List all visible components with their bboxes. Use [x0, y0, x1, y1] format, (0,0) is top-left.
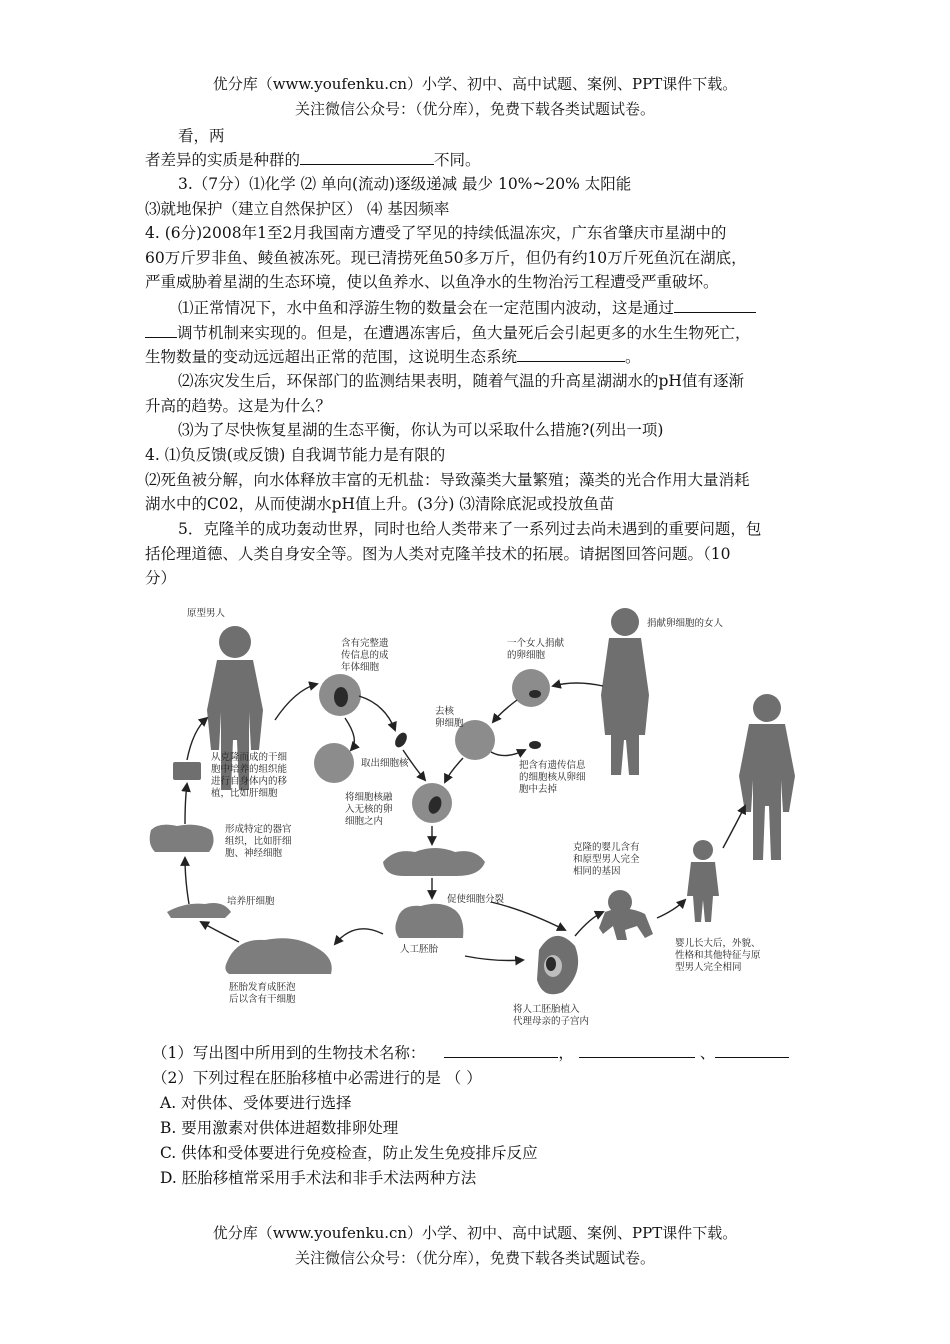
- option-b[interactable]: B. 要用激素对供体进超数排卵处理: [160, 1119, 399, 1137]
- question-4-1-cont: 调节机制来实现的。但是，在遭遇冻害后，鱼大量死后会引起更多的水生生物死亡，: [145, 321, 751, 345]
- question-4-1-end: 生物数量的变动远远超出正常的范围，这说明生态系统 。: [145, 345, 641, 369]
- question-5-2: （2）下列过程在胚胎移植中必需进行的是 （ ）: [152, 1069, 482, 1087]
- cell-nucleus-removed: [314, 743, 354, 783]
- text-line: 看，两: [178, 127, 225, 145]
- answer-blank[interactable]: [517, 345, 625, 362]
- donor-woman-figure: [601, 608, 649, 775]
- removed-nucleus: [529, 741, 541, 749]
- cultured-liver-cells: [167, 903, 231, 918]
- dividing-cells-2: [395, 904, 463, 938]
- question-4-3: ⑶为了尽快恢复星湖的生态平衡，你认为可以采取什么措施?(列出一项): [178, 421, 664, 439]
- header-line-2: 关注微信公众号：（优分库），免费下载各类试题试卷。: [294, 100, 655, 118]
- answer-3-line-1: 3.（7分）⑴化学 ⑵ 单向(流动)逐级递减 最少 10%~20% 太阳能: [178, 175, 632, 193]
- blastocyst: [225, 938, 331, 974]
- answer-blank[interactable]: [300, 148, 434, 165]
- child-figure: [687, 840, 719, 922]
- answer-blank[interactable]: [145, 321, 177, 338]
- question-5-line-1: 5．克隆羊的成功轰动世界，同时也给人类带来了一系列过去尚未遇到的重要问题，包: [178, 520, 762, 538]
- transplant-tissue: [173, 762, 201, 780]
- label-form-organ: 形成特定的器官 组织，比如肝细 胞、神经细胞: [225, 824, 292, 859]
- answer-blank[interactable]: [674, 296, 756, 313]
- label-fuse-nucleus: 将细胞核融 入无核的卵 细胞之内: [345, 792, 393, 827]
- donated-egg: [512, 669, 550, 707]
- answer-4-line-1: 4. ⑴负反馈(或反馈) 自我调节能力是有限的: [145, 446, 446, 464]
- fused-cell: [412, 783, 452, 823]
- footer-line-1: 优分库（www.youfenku.cn）小学、初中、高中试题、案例、PPT课件下载。: [212, 1224, 738, 1242]
- answer-blank[interactable]: [444, 1041, 558, 1058]
- question-4-1: ⑴正常情况下，水中鱼和浮游生物的数量会在一定范围内波动，这是通过: [178, 296, 756, 320]
- label-take-nucleus: 取出细胞核: [361, 758, 409, 769]
- label-artificial-embryo: 人工胚胎: [400, 944, 439, 955]
- label-baby-genes: 克隆的婴儿含有 和原型男人完全 相同的基因: [573, 842, 640, 877]
- question-4-line-1: 4. (6分)2008年1至2月我国南方遭受了罕见的持续低温冻灾，广东省肇庆市星湖中的: [145, 224, 727, 242]
- dividing-cells-1: [383, 848, 485, 876]
- header-line-1: 优分库（www.youfenku.cn）小学、初中、高中试题、案例、PPT课件下载。: [212, 75, 738, 93]
- label-remove-nucleus: 把含有遗传信息 的细胞核从卵细 胞中去掉: [519, 760, 586, 795]
- grown-man-figure: [739, 694, 795, 860]
- label-enucleated-egg: 去核 卵细胞: [435, 706, 464, 729]
- label-implant-embryo: 将人工胚胎植入 代理母亲的子宫内: [513, 1004, 590, 1027]
- question-5-line-3: 分）: [145, 569, 177, 587]
- crawling-baby: [599, 890, 653, 940]
- label-stem-cell-tissue: 从克隆而成的干细 胞中培养的组织能 进行自身体内的移 植，比如肝细胞: [211, 752, 288, 799]
- nucleus: [393, 731, 410, 750]
- label-prototype-man: 原型男人: [187, 608, 226, 619]
- answer-4-line-2: ⑵死鱼被分解，向水体释放丰富的无机盐：导致藻类大量繁殖；藻类的光合作用大量消耗: [145, 471, 750, 489]
- text-line: 者差异的实质是种群的 不同。: [145, 148, 481, 172]
- organ-tissue: [150, 825, 214, 852]
- label-promote-division: 促使细胞分裂: [447, 894, 505, 905]
- footer-line-2: 关注微信公众号：（优分库），免费下载各类试题试卷。: [294, 1249, 655, 1267]
- label-blastocyst: 胚胎发育成胚泡 后以含有干细胞: [229, 982, 296, 1005]
- adult-cell: [319, 674, 361, 716]
- question-4-2-cont: 升高的趋势。这是为什么？: [145, 397, 332, 415]
- answer-4-line-3: 湖水中的C02，从而使湖水pH值上升。(3分) ⑶清除底泥或投放鱼苗: [145, 495, 615, 513]
- cloning-diagram: [145, 600, 810, 1030]
- question-5-1: （1）写出图中所用到的生物技术名称： ， 、: [152, 1041, 789, 1065]
- label-grown-up: 婴儿长大后，外貌、 性格和其他特征与原 型男人完全相同: [675, 938, 761, 973]
- label-donor-woman: 捐献卵细胞的女人: [647, 618, 724, 629]
- option-c[interactable]: C. 供体和受体要进行免疫检查，防止发生免疫排斥反应: [160, 1144, 538, 1162]
- label-woman-egg: 一个女人捐献 的卵细胞: [507, 638, 565, 661]
- uterus-embryo: [537, 936, 578, 994]
- option-d[interactable]: D. 胚胎移植常采用手术法和非手术法两种方法: [160, 1169, 477, 1187]
- answer-blank[interactable]: [579, 1041, 695, 1058]
- question-4-2: ⑵冻灾发生后，环保部门的监测结果表明，随着气温的升高星湖湖水的pH值有逐渐: [178, 372, 744, 390]
- question-5-line-2: 括伦理道德、人类自身安全等。图为人类对克隆羊技术的拓展。请据图回答问题。（10: [145, 545, 731, 563]
- answer-blank[interactable]: [715, 1041, 789, 1058]
- option-a[interactable]: A. 对供体、受体要进行选择: [160, 1094, 352, 1112]
- label-culture-liver: 培养肝细胞: [227, 896, 275, 907]
- question-4-line-3: 严重威胁着星湖的生态环境，使以鱼养水、以鱼净水的生物治污工程遭受严重破坏。: [145, 273, 719, 291]
- question-4-line-2: 60万斤罗非鱼、鲮鱼被冻死。现已清捞死鱼50多万斤，但仍有约10万斤死鱼沉在湖底，: [145, 249, 747, 267]
- answer-3-line-2: ⑶就地保护（建立自然保护区） ⑷ 基因频率: [145, 200, 450, 218]
- label-adult-cell: 含有完整遗 传信息的成 年体细胞: [341, 638, 389, 673]
